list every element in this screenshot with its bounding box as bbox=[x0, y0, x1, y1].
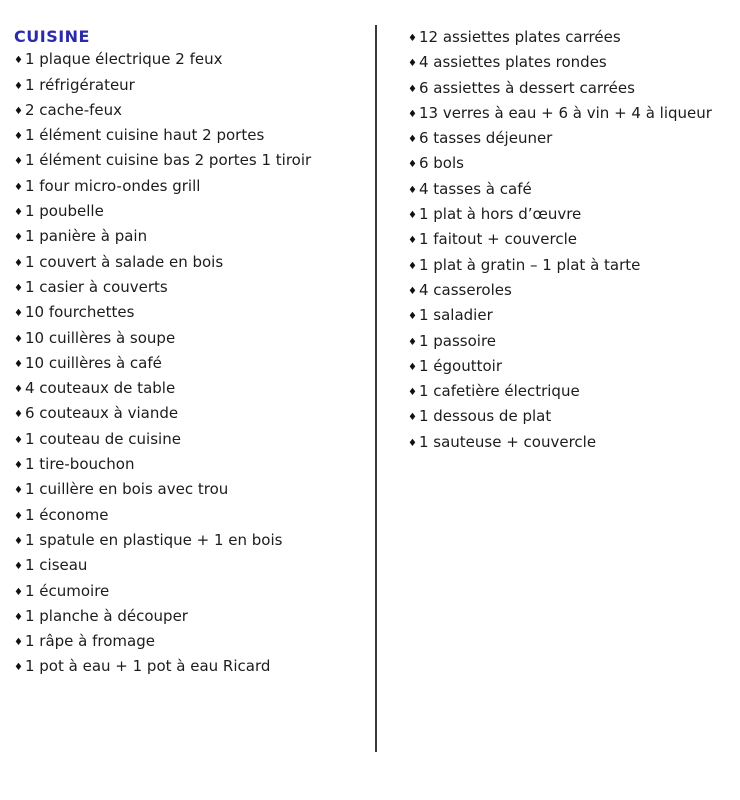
bullet-icon: ♦ bbox=[14, 55, 23, 67]
list-item bbox=[14, 605, 311, 630]
bullet-icon: ♦ bbox=[14, 510, 23, 522]
item-text: 1 spatule en plastique + 1 en bois bbox=[24, 530, 283, 549]
bullet-icon: ♦ bbox=[408, 108, 417, 120]
item-text: 4 tasses à café bbox=[418, 179, 532, 198]
bullet-icon: ♦ bbox=[14, 207, 23, 219]
item-text: 1 écumoire bbox=[24, 581, 110, 600]
list-item bbox=[14, 554, 311, 579]
item-text: 1 pot à eau + 1 pot à eau Ricard bbox=[24, 657, 271, 676]
list-item bbox=[408, 102, 712, 127]
item-text: 6 assiettes à dessert carrées bbox=[418, 78, 635, 97]
list-item bbox=[14, 251, 311, 276]
list-item bbox=[408, 254, 712, 279]
item-text: 6 tasses déjeuner bbox=[418, 129, 553, 148]
bullet-icon: ♦ bbox=[408, 361, 417, 373]
bullet-icon: ♦ bbox=[14, 131, 23, 143]
bullet-icon: ♦ bbox=[408, 336, 417, 348]
list-item bbox=[14, 48, 311, 73]
bullet-icon: ♦ bbox=[408, 311, 417, 323]
list-item bbox=[408, 380, 712, 405]
bullet-icon: ♦ bbox=[14, 662, 23, 674]
list-item bbox=[408, 203, 712, 228]
item-text: 1 sauteuse + couvercle bbox=[418, 432, 597, 451]
item-text: 1 passoire bbox=[418, 331, 497, 350]
column-divider bbox=[375, 25, 377, 752]
list-item bbox=[408, 178, 712, 203]
list-item bbox=[14, 453, 311, 478]
bullet-icon: ♦ bbox=[408, 134, 417, 146]
list-item bbox=[14, 276, 311, 301]
bullet-icon: ♦ bbox=[14, 586, 23, 598]
list-item bbox=[14, 124, 311, 149]
list-item bbox=[408, 26, 712, 51]
item-text: 1 dessous de plat bbox=[418, 407, 552, 426]
list-item bbox=[14, 580, 311, 605]
item-text: 6 couteaux à viande bbox=[24, 404, 179, 423]
list-item bbox=[14, 301, 311, 326]
list-item bbox=[14, 352, 311, 377]
list-item bbox=[14, 402, 311, 427]
list-item bbox=[14, 655, 311, 680]
list-item bbox=[14, 74, 311, 99]
item-text: 1 ciseau bbox=[24, 556, 88, 575]
list-item bbox=[408, 279, 712, 304]
bullet-icon: ♦ bbox=[14, 460, 23, 472]
item-text: 1 plat à hors d’œuvre bbox=[418, 205, 582, 224]
bullet-icon: ♦ bbox=[14, 156, 23, 168]
item-text: 4 casseroles bbox=[418, 280, 512, 299]
item-text: 1 réfrigérateur bbox=[24, 75, 135, 94]
list-item bbox=[408, 152, 712, 177]
bullet-icon: ♦ bbox=[14, 232, 23, 244]
item-text: 1 couteau de cuisine bbox=[24, 429, 181, 448]
list-item bbox=[14, 149, 311, 174]
bullet-icon: ♦ bbox=[14, 308, 23, 320]
right-column bbox=[408, 26, 712, 456]
bullet-icon: ♦ bbox=[14, 105, 23, 117]
left-column bbox=[14, 26, 311, 681]
item-text: 1 râpe à fromage bbox=[24, 632, 155, 651]
bullet-icon: ♦ bbox=[14, 409, 23, 421]
item-text: 10 fourchettes bbox=[24, 303, 135, 322]
list-item bbox=[14, 428, 311, 453]
item-text: 4 couteaux de table bbox=[24, 379, 176, 398]
list-item bbox=[14, 99, 311, 124]
list-item bbox=[408, 405, 712, 430]
list-item bbox=[408, 228, 712, 253]
bullet-icon: ♦ bbox=[14, 80, 23, 92]
item-text: 1 élément cuisine bas 2 portes 1 tiroir bbox=[24, 151, 312, 170]
item-text: 1 tire-bouchon bbox=[24, 455, 135, 474]
item-text: 1 égouttoir bbox=[418, 356, 502, 375]
list-item bbox=[408, 431, 712, 456]
item-text: 12 assiettes plates carrées bbox=[418, 28, 621, 46]
item-text: 10 cuillères à soupe bbox=[24, 328, 176, 347]
item-text: 1 planche à découper bbox=[24, 606, 188, 625]
list-item bbox=[14, 504, 311, 529]
list-item bbox=[408, 77, 712, 102]
item-text: 1 cafetière électrique bbox=[418, 382, 580, 401]
list-item bbox=[408, 330, 712, 355]
item-text: 1 cuillère en bois avec trou bbox=[24, 480, 229, 499]
bullet-icon: ♦ bbox=[14, 535, 23, 547]
page-title: CUISINE bbox=[14, 27, 90, 46]
bullet-icon: ♦ bbox=[14, 637, 23, 649]
item-text: 10 cuillères à café bbox=[24, 353, 162, 372]
left-item-list bbox=[14, 48, 311, 680]
bullet-icon: ♦ bbox=[408, 184, 417, 196]
item-text: 4 assiettes plates rondes bbox=[418, 53, 607, 72]
item-text: 1 plat à gratin – 1 plat à tarte bbox=[418, 255, 641, 274]
list-item bbox=[14, 200, 311, 225]
list-item bbox=[14, 478, 311, 503]
list-item bbox=[408, 51, 712, 76]
bullet-icon: ♦ bbox=[14, 358, 23, 370]
item-text: 1 couvert à salade en bois bbox=[24, 252, 224, 271]
bullet-icon: ♦ bbox=[408, 159, 417, 171]
item-text: 1 économe bbox=[24, 505, 109, 524]
list-item bbox=[14, 529, 311, 554]
bullet-icon: ♦ bbox=[14, 485, 23, 497]
item-text: 1 four micro-ondes grill bbox=[24, 176, 201, 195]
bullet-icon: ♦ bbox=[14, 434, 23, 446]
bullet-icon: ♦ bbox=[408, 210, 417, 222]
bullet-icon: ♦ bbox=[14, 611, 23, 623]
bullet-icon: ♦ bbox=[408, 412, 417, 424]
list-item bbox=[14, 377, 311, 402]
item-text: 1 casier à couverts bbox=[24, 277, 168, 296]
list-item bbox=[14, 175, 311, 200]
item-text: 1 saladier bbox=[418, 306, 493, 325]
bullet-icon: ♦ bbox=[408, 235, 417, 247]
item-text: 1 faitout + couvercle bbox=[418, 230, 577, 249]
item-text: 13 verres à eau + 6 à vin + 4 à liqueur bbox=[418, 103, 712, 122]
list-item bbox=[408, 304, 712, 329]
bullet-icon: ♦ bbox=[14, 384, 23, 396]
bullet-icon: ♦ bbox=[14, 257, 23, 269]
bullet-icon: ♦ bbox=[408, 83, 417, 95]
bullet-icon: ♦ bbox=[14, 561, 23, 573]
item-text: 1 plaque électrique 2 feux bbox=[24, 50, 223, 69]
item-text: 1 poubelle bbox=[24, 202, 104, 221]
list-item bbox=[14, 327, 311, 352]
item-text: 6 bols bbox=[418, 154, 464, 173]
right-item-list bbox=[408, 26, 712, 456]
bullet-icon: ♦ bbox=[408, 33, 417, 44]
list-item bbox=[14, 225, 311, 250]
item-text: 1 élément cuisine haut 2 portes bbox=[24, 126, 265, 145]
bullet-icon: ♦ bbox=[408, 285, 417, 297]
bullet-icon: ♦ bbox=[408, 260, 417, 272]
bullet-icon: ♦ bbox=[14, 282, 23, 294]
bullet-icon: ♦ bbox=[408, 387, 417, 399]
list-item bbox=[408, 127, 712, 152]
list-item bbox=[14, 630, 311, 655]
bullet-icon: ♦ bbox=[408, 58, 417, 70]
item-text: 2 cache-feux bbox=[24, 100, 123, 119]
bullet-icon: ♦ bbox=[14, 181, 23, 193]
item-text: 1 panière à pain bbox=[24, 227, 148, 246]
list-item bbox=[408, 355, 712, 380]
bullet-icon: ♦ bbox=[408, 437, 417, 449]
bullet-icon: ♦ bbox=[14, 333, 23, 345]
